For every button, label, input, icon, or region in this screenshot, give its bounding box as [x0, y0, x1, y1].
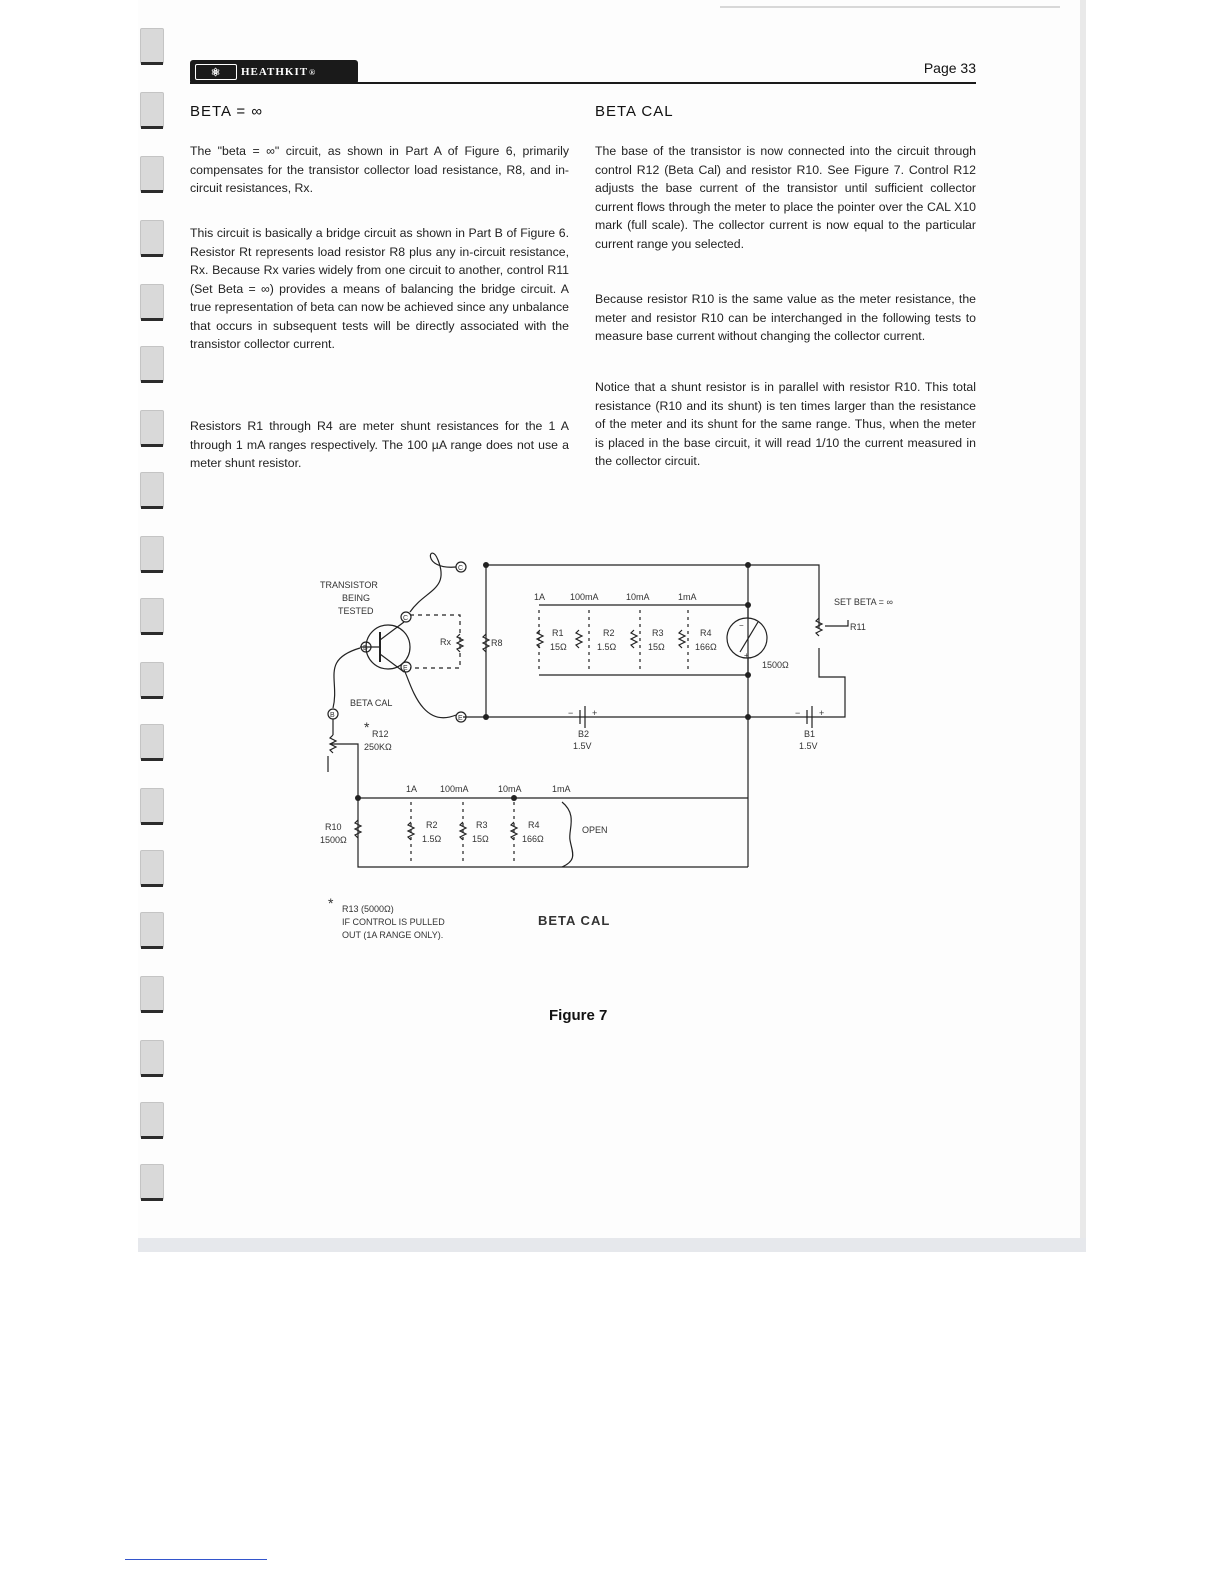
- label-bottom-range-1ma: 1mA: [552, 784, 571, 794]
- paragraph-beta-infinity-1: The "beta = ∞" circuit, as shown in Part A of Figure 6, primarily compensates for the transistor collector load resistance, R8, and in-circuit resistances, Rx.: [190, 144, 569, 195]
- label-terminal-b: B: [363, 645, 368, 652]
- label-clip-b: B: [330, 712, 335, 719]
- heathkit-logo: [190, 60, 358, 84]
- page-bottom-edge: [138, 1238, 1086, 1252]
- binder-hole: [140, 346, 164, 382]
- label-open: OPEN: [582, 825, 608, 835]
- label-range-10ma: 10mA: [626, 592, 650, 602]
- label-bottom-r4-value: 166Ω: [522, 834, 544, 844]
- wire-r11-top: [748, 565, 819, 628]
- label-bottom-r2: R2: [426, 820, 438, 830]
- label-r2-value: 1.5Ω: [597, 642, 617, 652]
- logo-text: HEATHKIT: [241, 66, 309, 78]
- label-bottom-r3: R3: [476, 820, 488, 830]
- page-top-edge: [720, 6, 1060, 8]
- binder-hole: [140, 724, 164, 760]
- wire-b1: [748, 648, 845, 717]
- binder-hole: [140, 284, 164, 320]
- label-b1-plus: +: [819, 708, 825, 718]
- label-rx: Rx: [440, 637, 451, 647]
- resistor-r2: [576, 630, 582, 648]
- label-range-1a: 1A: [534, 592, 546, 602]
- label-r1-value: 15Ω: [550, 642, 567, 652]
- label-meter-minus: −: [739, 621, 744, 630]
- label-bottom-r4: R4: [528, 820, 540, 830]
- label-bottom-range-10ma: 10mA: [498, 784, 522, 794]
- label-b2-minus: −: [568, 708, 574, 718]
- resistor-rx: [457, 634, 463, 652]
- binder-hole: [140, 472, 164, 508]
- label-set-beta: SET BETA = ∞: [834, 597, 893, 607]
- binder-hole: [140, 92, 164, 128]
- label-b2: B2: [578, 729, 590, 739]
- label-r10: R10: [325, 822, 342, 832]
- binder-hole: [140, 156, 164, 192]
- atom-icon: ⚛: [195, 64, 237, 80]
- binder-hole: [140, 536, 164, 572]
- heading-beta-cal: BETA CAL: [595, 103, 674, 120]
- binder-hole: [140, 850, 164, 886]
- label-meter-resistance: 1500Ω: [762, 660, 789, 670]
- resistor-r3: [631, 630, 637, 648]
- label-r3-value: 15Ω: [648, 642, 665, 652]
- footnote-star: *: [328, 895, 334, 911]
- binder-hole: [140, 1040, 164, 1076]
- footnote-line1: R13 (5000Ω): [342, 904, 394, 914]
- binder-hole: [140, 28, 164, 64]
- label-transistor-line1: TRANSISTOR: [320, 580, 378, 590]
- footnote-line2: IF CONTROL IS PULLED: [342, 917, 445, 927]
- circuit-svg: [300, 530, 893, 960]
- paragraph-beta-infinity-2: This circuit is basically a bridge circuit as shown in Part B of Figure 6. Resistor Rt represents load resistor R8 plus any in-circuit resistance, Rx. Because Rx varies widely from one circuit to another, control R11 (Set Beta = ∞) provides a means of balancing the bridge circuit. A true representation of beta can now be achieved since any unbalance that occurs in subsequent tests will be directly associated with the transistor collector current.: [190, 226, 569, 351]
- binder-hole: [140, 220, 164, 256]
- logo-registered-mark: ®: [309, 67, 317, 77]
- shunt-taps: [539, 610, 688, 670]
- resistor-r4: [679, 630, 685, 648]
- label-r1: R1: [552, 628, 564, 638]
- binder-hole: [140, 788, 164, 824]
- label-r4: R4: [700, 628, 712, 638]
- header-rule: [190, 82, 976, 84]
- figure-caption: Figure 7: [549, 1007, 608, 1024]
- label-b2-plus: +: [592, 708, 598, 718]
- paragraph-beta-cal-3: Notice that a shunt resistor is in parallel with resistor R10. This total resistance (R10 and its shunt) is ten times larger than the resistance of the meter and its shunt for the same range. Thus, when the meter is placed in the base circuit, it will read 1/10 the current measured in the collector circuit.: [595, 380, 976, 468]
- open-contact: [562, 802, 573, 867]
- label-clip-e: E: [458, 715, 463, 722]
- label-range-100ma: 100mA: [570, 592, 599, 602]
- label-r2: R2: [603, 628, 615, 638]
- label-r3: R3: [652, 628, 664, 638]
- binder-hole: [140, 976, 164, 1012]
- heading-beta-infinity: BETA = ∞: [190, 103, 264, 120]
- wire-bottom-box: [358, 798, 748, 867]
- wire-r12-wiper: [330, 744, 358, 798]
- label-clip-c: C: [458, 565, 464, 572]
- label-b1-minus: −: [795, 708, 801, 718]
- label-r12-value: 250KΩ: [364, 742, 392, 752]
- rx-box: [410, 615, 460, 668]
- binder-hole: [140, 410, 164, 446]
- resistor-r1: [537, 630, 543, 648]
- page-number: Page 33: [923, 60, 976, 76]
- label-r12-star: *: [364, 719, 370, 735]
- scan-artifact-line: [125, 1559, 267, 1560]
- footnote-line3: OUT (1A RANGE ONLY).: [342, 930, 444, 940]
- test-lead-emitter: [404, 670, 456, 718]
- label-r11: R11: [850, 622, 866, 632]
- label-bottom-r2-value: 1.5Ω: [422, 834, 442, 844]
- binder-hole: [140, 912, 164, 948]
- label-terminal-e: E: [403, 665, 408, 672]
- label-r10-value: 1500Ω: [320, 835, 347, 845]
- test-lead-collector: [410, 553, 456, 612]
- label-b1: B1: [804, 729, 816, 739]
- binder-hole: [140, 1164, 164, 1200]
- label-b2-value: 1.5V: [573, 741, 592, 751]
- label-r8: R8: [491, 638, 503, 648]
- binder-hole: [140, 598, 164, 634]
- label-transistor-line2: BEING: [342, 593, 371, 603]
- wire-r11-arrow: [825, 620, 848, 626]
- label-beta-cal-control: BETA CAL: [350, 698, 393, 708]
- binder-hole: [140, 1102, 164, 1138]
- label-b1-value: 1.5V: [799, 741, 818, 751]
- label-bottom-range-1a: 1A: [406, 784, 418, 794]
- label-bottom-r3-value: 15Ω: [472, 834, 489, 844]
- paragraph-beta-cal-2: Because resistor R10 is the same value as the meter resistance, the meter and resistor R10 can be interchanged in the following tests to measure base current without changing the collector current.: [595, 292, 976, 343]
- label-terminal-c: C: [403, 615, 409, 622]
- label-transistor-line3: TESTED: [338, 606, 374, 616]
- paragraph-beta-cal-1: The base of the transistor is now connected into the circuit through control R12 (Beta Cal) and resistor R10. See Figure 7. Control R12 adjusts the base current of the transistor until sufficient collector current flows through the meter to place the pointer over the CAL X10 mark (full scale). The collector current is now equal to the particular current range you selected.: [595, 144, 976, 251]
- bottom-shunt-taps: [411, 802, 514, 864]
- paragraph-beta-infinity-3: Resistors R1 through R4 are meter shunt resistances for the 1 A through 1 mA ranges respectively. The 100 µA range does not use a meter shunt resistor.: [190, 419, 569, 470]
- label-meter-plus: +: [744, 651, 749, 660]
- label-r4-value: 166Ω: [695, 642, 717, 652]
- diagram-title: BETA CAL: [538, 913, 611, 928]
- label-range-1ma: 1mA: [678, 592, 697, 602]
- label-r12: R12: [372, 729, 389, 739]
- circuit-diagram: [300, 530, 893, 960]
- binder-hole: [140, 662, 164, 698]
- label-bottom-range-100ma: 100mA: [440, 784, 469, 794]
